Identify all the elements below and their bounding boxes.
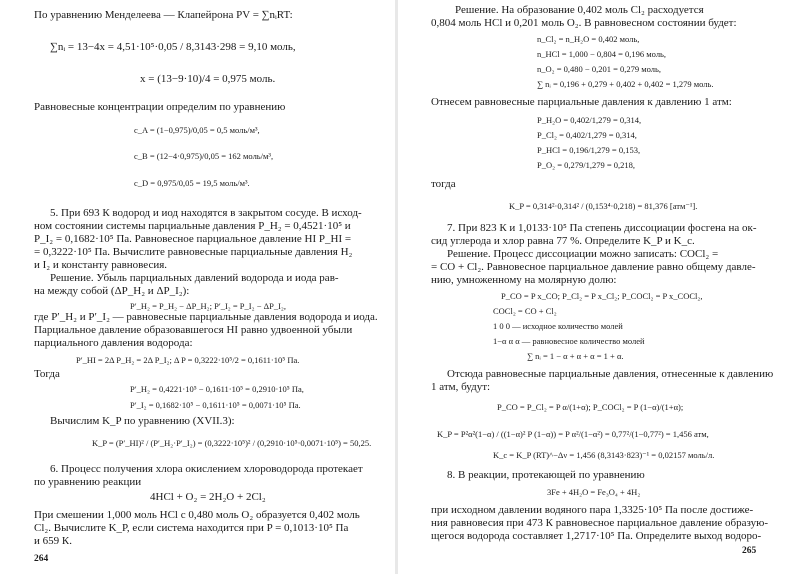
formula-line: P_CO = P x_CO; P_Cl₂ = P x_Cl₂; P_COCl₂ = P x_COCl₂, [501, 291, 703, 301]
text-line: Тогда [34, 368, 60, 380]
formula-line: K_P = P²α²(1−α) / ((1−α)² P (1−α)) = P α²/(1−α²) = 0,77²/(1−0,77²) = 1,456 атм, [437, 429, 709, 439]
formula-line: c_D = 0,975/0,05 = 19,5 моль/м³. [134, 178, 250, 188]
text-line: Парциальное давление образовавшегося HI равно удвоенной убыли [34, 324, 353, 336]
right-page [397, 0, 794, 574]
text-line: Отсюда равновесные парциальные давления, отнесенные к давлению [447, 368, 774, 380]
formula-line: 1−α α α — равновесное количество молей [493, 336, 645, 346]
formula-line: n_Cl₂ = n_H₂O = 0,402 моль, [537, 34, 640, 44]
formula-line: P_H₂O = 0,402/1,279 = 0,314, [537, 115, 642, 125]
text-line: Вычислим K_P по уравнению (XVII.3): [50, 415, 235, 427]
text-line: где P′_H₂ и P′_I₂ — равновесные парциальные давления водорода и иода. [34, 311, 378, 323]
text-line: 8. В реакции, протекающей по уравнению [447, 469, 645, 481]
text-line: 6. Процесс получения хлора окислением хлороводорода протекает [50, 463, 363, 475]
formula-line: P_Cl₂ = 0,402/1,279 = 0,314, [537, 130, 637, 140]
text-line: сид углерода и хлор равна 77 %. Определите K_P и K_c. [431, 235, 695, 247]
formula-line: c_A = (1−0,975)/0,05 = 0,5 моль/м³, [134, 125, 260, 135]
formula-line: P_HCl = 0,196/1,279 = 0,153, [537, 145, 641, 155]
formula-line: n_HCl = 1,000 − 0,804 = 0,196 моль, [537, 49, 667, 59]
formula-line: P′_H₂ = P_H₂ − ΔP_H₂; P′_I₂ = P_I₂ − ΔP_I₂, [130, 301, 286, 311]
text-line: 1 атм, будут: [431, 381, 491, 393]
formula-line: ∑ nᵢ = 1 − α + α + α = 1 + α. [527, 351, 624, 361]
formula-line: 1 0 0 — исходное количество молей [493, 321, 623, 331]
text-line: щегося водорода составляет 1,2717·10⁵ Па. Определите выход водоро- [431, 530, 762, 542]
text-line: и I₂ и константу равновесия. [34, 259, 168, 271]
text-line: Решение. На образование 0,402 моль Cl₂ расходуется [455, 4, 704, 16]
formula-line: ∑ nᵢ = 0,196 + 0,279 + 0,402 + 0,402 = 1,279 моль. [537, 79, 714, 89]
formula-line: 3Fe + 4H₂O = Fe₃O₄ + 4H₂ [547, 487, 641, 497]
text-line: Cl₂. Вычислите K_P, если система находится при P = 0,1013·10⁵ Па [34, 522, 349, 534]
formula-line: K_c = K_P (RT)^−Δν = 1,456 (8,3143·823)⁻¹ = 0,02157 моль/л. [493, 450, 715, 460]
text-line: 0,804 моль HCl и 0,201 моль O₂. В равновесном состоянии будет: [431, 17, 737, 29]
text-line: тогда [431, 178, 456, 190]
page-number: 265 [742, 546, 757, 556]
text-line: = 0,3222·10⁵ Па. Вычислите равновесные парциальные давления H₂ [34, 246, 353, 258]
formula-line: P′_I₂ = 0,1682·10⁵ − 0,1611·10⁵ = 0,0071·10⁵ Па. [130, 400, 301, 410]
formula-line: K_P = 0,314²·0,314² / (0,153⁴·0,218) = 81,376 [атм⁻¹]. [509, 201, 698, 211]
text-line: по уравнению реакции [34, 476, 142, 488]
text-line: нию, умноженному на молярную долю: [431, 274, 617, 286]
text-line: = CO + Cl₂. Равновесное парциальное давление равно общему давле- [431, 261, 756, 273]
text-line: По уравнению Менделеева — Клапейрона PV = ∑nᵢRT: [34, 9, 293, 21]
formula-line: P′_HI = 2Δ P_H₂ = 2Δ P_I₂; Δ P = 0,3222·10⁵/2 = 0,1611·10⁵ Па. [76, 355, 300, 365]
text-line: 7. При 823 К и 1,0133·10⁵ Па степень диссоциации фосгена на ок- [447, 222, 757, 234]
formula-line: P_CO = P_Cl₂ = P α/(1+α); P_COCl₂ = P (1−α)/(1+α); [497, 402, 684, 412]
text-line: при исходном давлении водяного пара 1,3325·10⁵ Па после достиже- [431, 504, 754, 516]
text-line: и 659 К. [34, 535, 72, 547]
formula-line: P′_H₂ = 0,4221·10⁵ − 0,1611·10⁵ = 0,2910·10⁵ Па, [130, 384, 304, 394]
text-line: Решение. Процесс диссоциации можно записать: COCl₂ = [447, 248, 719, 260]
text-line: ния равновесия при 473 К равновесное парциальное давление образую- [431, 517, 769, 529]
text-line: Отнесем равновесные парциальные давления к давлению 1 атм: [431, 96, 732, 108]
text-line: 5. При 693 К водород и иод находятся в закрытом сосуде. В исход- [50, 207, 362, 219]
formula-line: COCl₂ = CO + Cl₂ [493, 306, 557, 316]
formula-line: c_B = (12−4·0,975)/0,05 = 162 моль/м³, [134, 151, 274, 161]
formula-line: K_P = (P′_HI)² / (P′_H₂·P′_I₂) = (0,3222·10⁵)² / (0,2910·10⁵·0,0071·10⁵) = 50,25. [92, 438, 372, 448]
formula-line: P_O₂ = 0,279/1,279 = 0,218, [537, 160, 636, 170]
formula-line: ∑nᵢ = 13−4x = 4,51·10⁵·0,05 / 8,3143·298 = 9,10 моль, [50, 41, 296, 53]
text-line: При смешении 1,000 моль HCl с 0,480 моль O₂ образуется 0,402 моль [34, 509, 360, 521]
text-line: P_I₂ = 0,1682·10⁵ Па. Равновесное парциальное давление HI P_HI = [34, 233, 352, 245]
page-number: 264 [34, 554, 49, 564]
formula-line: n_O₂ = 0,480 − 0,201 = 0,279 моль, [537, 64, 661, 74]
text-line: Решение. Убыль парциальных давлений водорода и иода рав- [50, 272, 339, 284]
text-line: ном состоянии системы парциальные давления P_H₂ = 0,4521·10⁵ и [34, 220, 351, 232]
formula-line: 4HCl + O₂ = 2H₂O + 2Cl₂ [150, 491, 266, 503]
text-line: на между собой (ΔP_H₂ и ΔP_I₂): [34, 285, 190, 297]
formula-line: x = (13−9·10)/4 = 0,975 моль. [140, 73, 276, 85]
text-line: парциального давления водорода: [34, 337, 193, 349]
text-line: Равновесные концентрации определим по уравнению [34, 101, 286, 113]
